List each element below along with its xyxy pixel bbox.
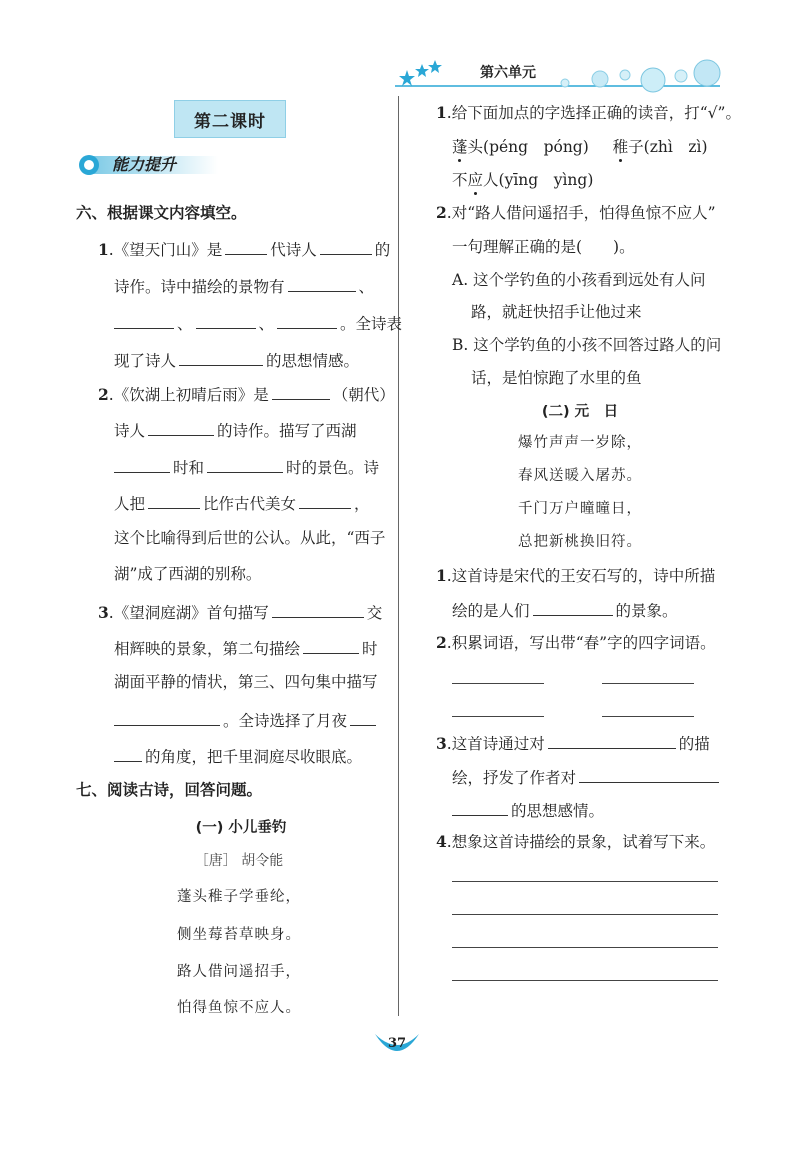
p1q1-line2: 蓬头(péng póng) 稚子(zhì zì): [452, 138, 708, 156]
header-decoration: [395, 56, 735, 96]
p1q2-line2: 一句理解正确的是( )。: [452, 238, 635, 256]
poem1-line: 怕得鱼惊不应人。: [177, 1000, 301, 1016]
writing-line[interactable]: [452, 980, 718, 981]
p1q2-line1: 2.对“路人借问遥招手，怕得鱼惊不应人”: [436, 203, 716, 222]
section-banner-label: 能力提升: [112, 155, 177, 174]
lesson-title: 第二课时: [174, 100, 286, 138]
poem2-title: (二) 元 日: [541, 404, 619, 420]
p1q2-optionB-line1: B. 这个学钓鱼的小孩不回答过路人的问: [452, 336, 722, 354]
q6-item2-line2: 诗人 的诗作。描写了西湖: [114, 419, 357, 441]
column-divider: [398, 96, 399, 1016]
page-number: 37: [387, 1036, 407, 1051]
p1q1-line1: 1.给下面加点的字选择正确的读音，打“√”。: [436, 103, 741, 122]
p2q1-line2: 绘的是人们 的景象。: [452, 599, 678, 621]
q6-item3-line5: 的角度，把千里洞庭尽收眼底。: [114, 745, 362, 767]
q6-item1-line4: 现了诗人 的思想情感。: [114, 349, 359, 371]
q6-item3-line4: 。全诗选择了月夜: [114, 709, 379, 731]
p2q3-line2: 绘，抒发了作者对: [452, 766, 722, 788]
q6-item3-line1: 3.《望洞庭湖》首句描写 交: [98, 603, 383, 622]
answer-line[interactable]: [602, 716, 694, 717]
poem1-title: (一) 小儿垂钓: [195, 820, 287, 836]
p2q3-line1: 3.这首诗通过对 的描: [436, 734, 710, 753]
poem2-line: 春风送暖入屠苏。: [518, 468, 642, 484]
poem2-line: 总把新桃换旧符。: [518, 534, 642, 550]
q6-item2-line1: 2.《饮湖上初晴后雨》是 （朝代）: [98, 385, 395, 404]
p2q4-line1: 4.想象这首诗描绘的景象，试着写下来。: [436, 832, 716, 851]
writing-line[interactable]: [452, 914, 718, 915]
p1q1-line3: 不应人(yīng yìng): [452, 171, 594, 189]
writing-line[interactable]: [452, 881, 718, 882]
q6-item2-line3: 时和 时的景色。诗: [114, 456, 379, 478]
p1q2-optionA-line1: A. 这个学钓鱼的小孩看到远处有人问: [452, 271, 706, 289]
poem2-line: 千门万户曈曈日，: [518, 501, 642, 517]
poem1-author: ［唐］ 胡令能: [194, 853, 284, 869]
writing-line[interactable]: [452, 947, 718, 948]
q6-item2-line5: 这个比喻得到后世的公认。从此，“西子: [114, 529, 386, 547]
answer-line[interactable]: [452, 716, 544, 717]
star-icon: [399, 70, 415, 86]
q6-item1-line1: 1.《望天门山》是 代诗人 的: [98, 240, 391, 259]
p1q2-optionA-line2: 路，就赶快招手让他过来: [471, 303, 642, 321]
unit-title: 第六单元: [480, 65, 536, 81]
star-icon: [428, 60, 442, 73]
poem1-line: 侧坐莓苔草映身。: [177, 927, 301, 943]
poem1-line: 蓬头稚子学垂纶，: [177, 889, 301, 905]
q6-item3-line2: 相辉映的景象，第二句描绘 时: [114, 637, 378, 659]
p2q3-line3: 的思想感情。: [452, 799, 604, 821]
q6-item2-line6: 湖”成了西湖的别称。: [114, 565, 262, 583]
answer-line[interactable]: [452, 683, 544, 684]
p1q2-optionB-line2: 话，是怕惊跑了水里的鱼: [471, 369, 642, 387]
q6-title: 六、根据课文内容填空。: [76, 204, 247, 222]
star-icon: [415, 64, 429, 77]
q6-item2-line4: 人把 比作古代美女 ，: [114, 492, 370, 514]
q7-title: 七、阅读古诗，回答问题。: [76, 781, 263, 799]
q6-item1-line3: 、 、 。全诗表: [114, 312, 402, 334]
p2q2-line1: 2.积累词语，写出带“春”字的四字词语。: [436, 633, 716, 652]
q6-item1-line2: 诗作。诗中描绘的景物有 、: [114, 275, 374, 297]
poem2-line: 爆竹声声一岁除，: [518, 435, 642, 451]
poem1-line: 路人借问遥招手，: [177, 964, 301, 980]
answer-line[interactable]: [602, 683, 694, 684]
q6-item3-line3: 湖面平静的情状，第三、四句集中描写: [114, 673, 378, 691]
p2q1-line1: 1.这首诗是宋代的王安石写的，诗中所描: [436, 566, 716, 585]
